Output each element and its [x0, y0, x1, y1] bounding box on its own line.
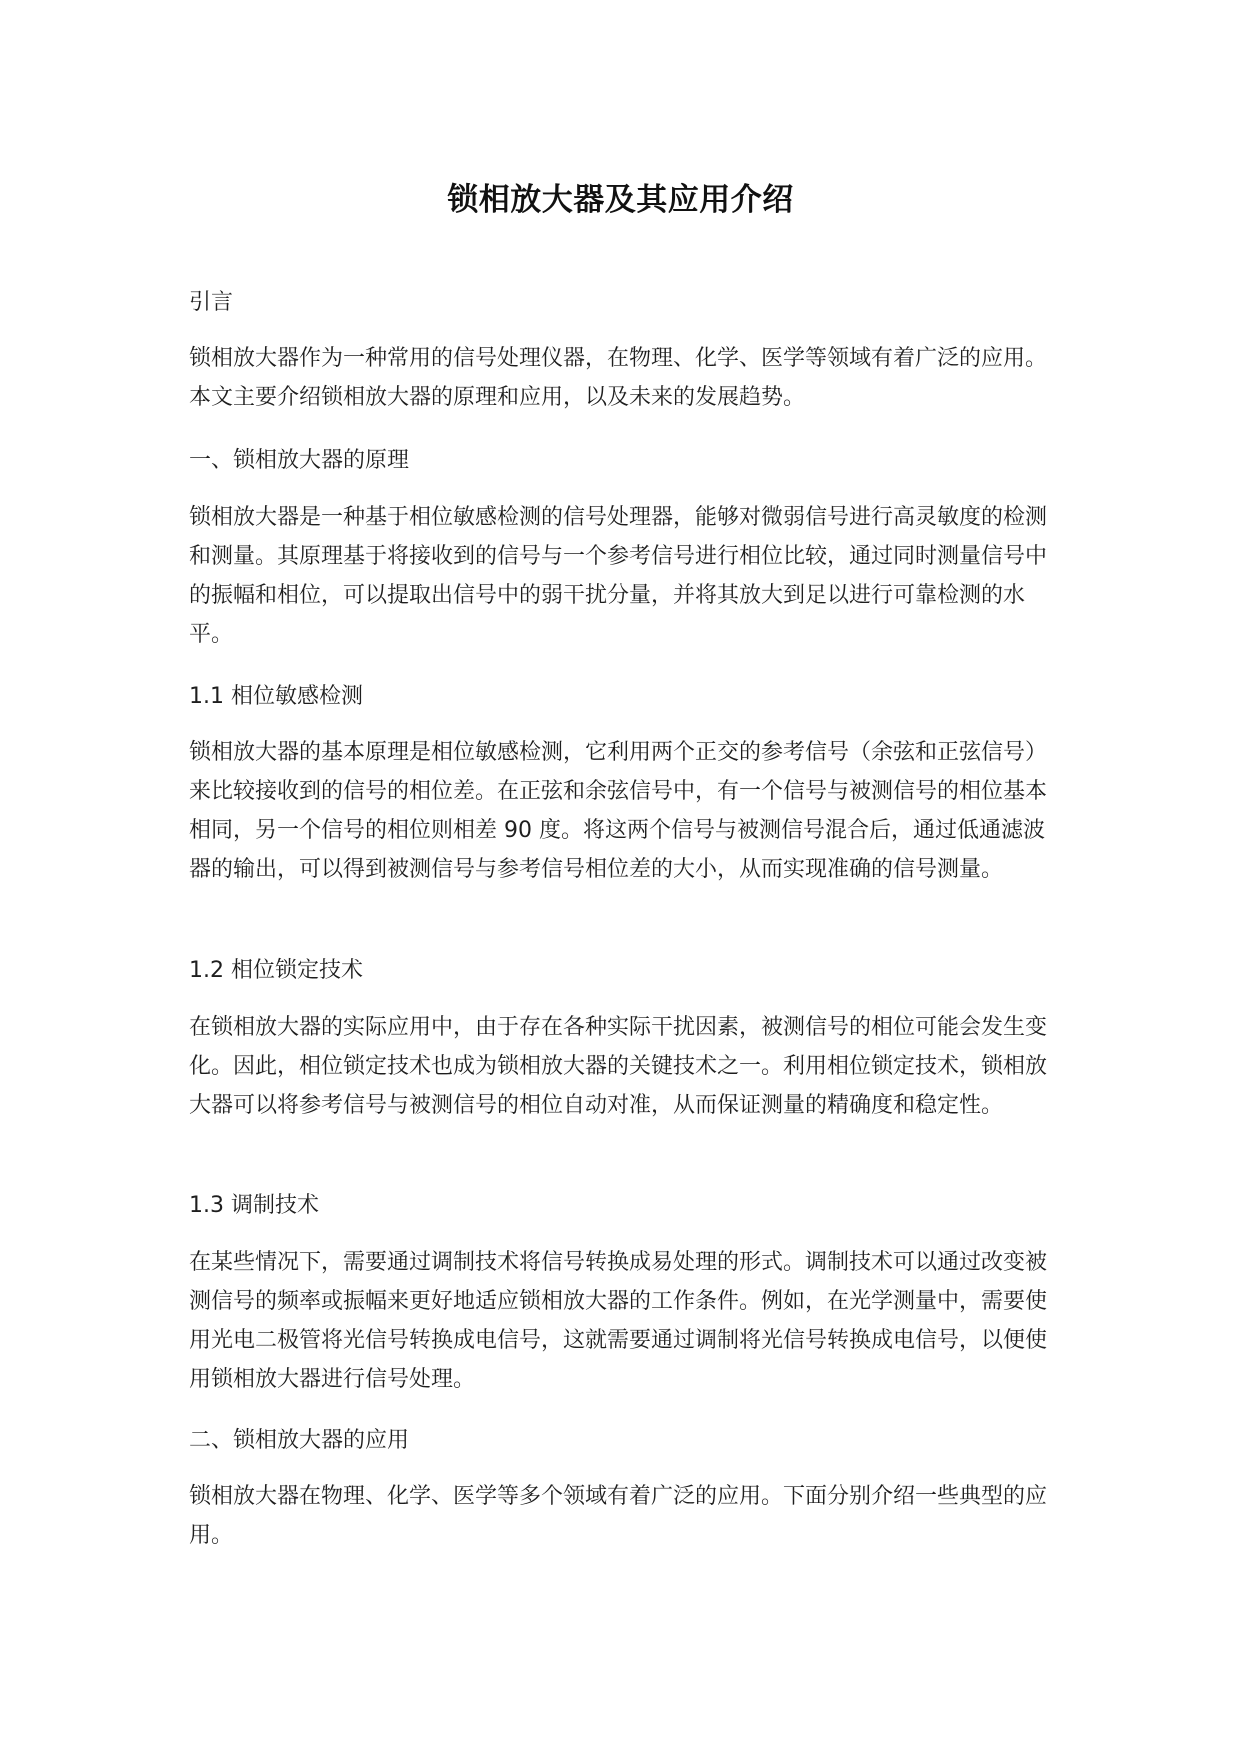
- paragraph-applications: 锁相放大器在物理、化学、医学等多个领域有着广泛的应用。下面分别介绍一些典型的应用。: [189, 1484, 1048, 1548]
- paragraph-principle: 锁相放大器是一种基于相位敏感检测的信号处理器，能够对微弱信号进行高灵敏度的检测和测量。其原理基于将接收到的信号与一个参考信号进行相位比较，通过同时测量信号中的振幅和相位，可以提取出信号中的弱干扰分量，并将其放大到足以进行可靠检测的水平。: [189, 505, 1048, 647]
- paragraph-modulation: 在某些情况下，需要通过调制技术将信号转换成易处理的形式。调制技术可以通过改变被测信号的频率或振幅来更好地适应锁相放大器的工作条件。例如，在光学测量中，需要使用光电二极管将光信号转换成电信号，这就需要通过调制将光信号转换成电信号，以便使用锁相放大器进行信号处理。: [189, 1250, 1048, 1392]
- paragraph-intro: 锁相放大器作为一种常用的信号处理仪器，在物理、化学、医学等领域有着广泛的应用。本文主要介绍锁相放大器的原理和应用，以及未来的发展趋势。: [189, 346, 1048, 410]
- subsection-heading-1-1: 1.1 相位敏感检测: [189, 684, 363, 709]
- section-heading-applications: 二、锁相放大器的应用: [189, 1428, 410, 1453]
- section-heading-intro: 引言: [189, 290, 234, 315]
- document-title: 锁相放大器及其应用介绍: [447, 182, 794, 218]
- paragraph-phase-detection: 锁相放大器的基本原理是相位敏感检测，它利用两个正交的参考信号（余弦和正弦信号）来比较接收到的信号的相位差。在正弦和余弦信号中，有一个信号与被测信号的相位基本相同，另一个信号的相位则相差 90 度。将这两个信号与被测信号混合后，通过低通滤波器的输出，可以得到被测信号与参考信号相位差的大小，从而实现准确的信号测量。: [189, 740, 1048, 882]
- paragraph-phase-lock: 在锁相放大器的实际应用中，由于存在各种实际干扰因素，被测信号的相位可能会发生变化。因此，相位锁定技术也成为锁相放大器的关键技术之一。利用相位锁定技术，锁相放大器可以将参考信号与被测信号的相位自动对准，从而保证测量的精确度和稳定性。: [189, 1015, 1048, 1118]
- subsection-heading-1-3: 1.3 调制技术: [189, 1193, 319, 1218]
- section-heading-principle: 一、锁相放大器的原理: [189, 448, 410, 473]
- subsection-heading-1-2: 1.2 相位锁定技术: [189, 958, 363, 983]
